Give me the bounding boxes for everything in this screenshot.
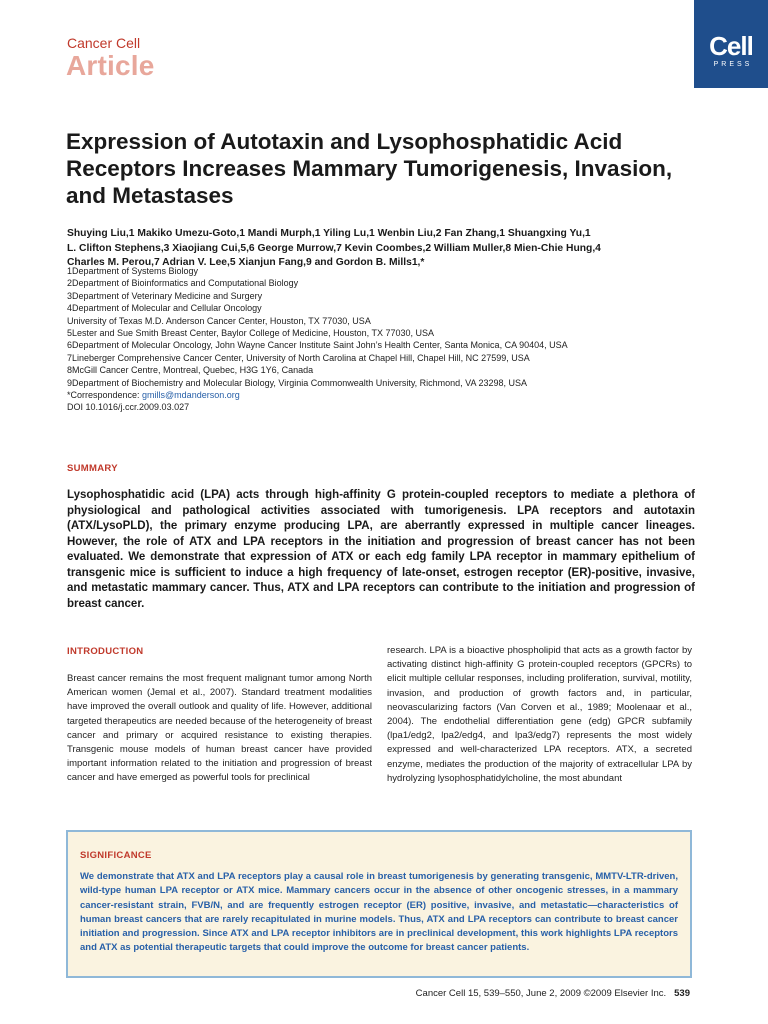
significance-text: We demonstrate that ATX and LPA receptors play a causal role in breast tumorigenesis by generating transgenic, MMTV-LTR-driven, wild-type human LPA receptor or ATX mice. Mammary cancers occur in the absence of other oncogenic stresses, in a mammary cancer-resistant strain, FVB/N, and are frequently estrogen receptor (ER) positive, invasive, and metastatic—characteristics of human breast cancers that are rarely recapitulated in murine models. Thus, ATX and LPA receptors can contribute to breast cancer initiation and progression. Since ATX and LPA receptor inhibitors are in preclinical development, this work highlights LPA receptors and ATX as potential therapeutic targets that could improve the outcome for breast cancer patients. (80, 871, 678, 954)
affiliation: University of Texas M.D. Anderson Cancer Center, Houston, TX 77030, USA (67, 315, 371, 326)
cell-press-logo (694, 0, 768, 88)
affiliation: 8McGill Cancer Centre, Montreal, Quebec, H3G 1Y6, Canada (67, 365, 314, 376)
affiliation: 5Lester and Sue Smith Breast Center, Baylor College of Medicine, Houston, TX 77030, USA (67, 328, 435, 339)
article-type: Article (66, 50, 155, 81)
significance-heading: SIGNIFICANCE (80, 850, 152, 861)
logo-press: PRESS (713, 61, 753, 68)
footer-citation: Cancer Cell 15, 539–550, June 2, 2009 ©2009 Elsevier Inc. (415, 988, 667, 999)
correspondence (67, 389, 717, 401)
introduction-left-column: Breast cancer remains the most frequent malignant tumor among North American women (Jemal et al., 2007). Standard treatment modalities have improved the overall outlook and quality of life. However, additional targeted therapeutics are needed because of the heterogeneity of breast cancer and primary or acquired resistance to existing therapies. Transgenic mouse models of human breast cancer have provided important information related to the initiation and progression of breast cancer and have emerged as powerful tools for preclinical (67, 673, 372, 784)
journal-name: Cancer Cell (67, 35, 141, 51)
affiliation: 7Lineberger Comprehensive Cancer Center, University of North Carolina at Chapel Hill, Chapel Hill, NC 27599, USA (67, 352, 530, 363)
page-number: 539 (674, 988, 690, 999)
significance-box (66, 830, 692, 978)
author-line: L. Clifton Stephens,3 Xiaojiang Cui,5,6 George Murrow,7 Kevin Coombes,2 William Muller,8 Mien-Chie Hung,4 (67, 242, 601, 254)
affiliation: 4Department of Molecular and Cellular Oncology (67, 303, 262, 314)
introduction-right-column: research. LPA is a bioactive phospholipid that acts as a growth factor by activating distinct high-affinity G protein-coupled receptors (GPCRs) to elicit multiple cellular responses, including proliferation, survival, motility, invasion, and production of growth factors and, in particular, neovascularizing factors (Van Corven et al., 1989; Moolenaar et al., 2004). The endothelial differentiation gene (edg) GPCR subfamily (lpa1/edg2, lpa2/edg4, and lpa3/edg7) represents the most widely expressed and well-characterized LPA receptors. ATX, a secreted enzyme, mediates the production of the majority of extracellular LPA by hydrolyzing lysophosphatidylcholine, the most abundant (387, 645, 692, 784)
doi: DOI 10.1016/j.ccr.2009.03.027 (67, 402, 190, 413)
affiliation: 2Department of Bioinformatics and Computational Biology (67, 278, 299, 289)
summary-heading: SUMMARY (67, 463, 118, 474)
affiliation: 9Department of Biochemistry and Molecular Biology, Virginia Commonwealth University, Richmond, VA 23298, USA (67, 377, 528, 388)
author-line: Charles M. Perou,7 Adrian V. Lee,5 Xianjun Fang,9 and Gordon B. Mills1,* (67, 257, 425, 268)
page-footer (416, 988, 690, 999)
affiliation: 6Department of Molecular Oncology, John Wayne Cancer Institute Saint John’s Health Center, Santa Monica, CA 90404, USA (67, 340, 568, 351)
correspondence-label: *Correspondence: (67, 390, 143, 401)
introduction-heading: INTRODUCTION (67, 646, 144, 657)
correspondence-email-link[interactable]: gmills@mdanderson.org (142, 390, 240, 401)
affiliations (67, 265, 717, 414)
author-list (67, 227, 707, 271)
logo-word: Cell (709, 31, 753, 61)
author-line: Shuying Liu,1 Makiko Umezu-Goto,1 Mandi Murph,1 Yiling Lu,1 Wenbin Liu,2 Fan Zhang,1 Shuangxing Yu,1 (67, 228, 591, 239)
article-title: Expression of Autotaxin and Lysophosphatidic Acid Receptors Increases Mammary Tumorigenesis, Invasion, and Metastases (66, 129, 673, 208)
summary-text: Lysophosphatidic acid (LPA) acts through high-affinity G protein-coupled receptors to mediate a plethora of physiological and pathological activities associated with tumorigenesis. LPA receptors and autotaxin (ATX/LysoPLD), the primary enzyme producing LPA, are aberrantly expressed in multiple cancer lineages. However, the role of ATX and LPA receptors in the initiation and progression of breast cancer has not been evaluated. We demonstrate that expression of ATX or each edg family LPA receptor in mammary epithelium of transgenic mice is sufficient to induce a high frequency of late-onset, estrogen receptor (ER)-positive, invasive, and metastatic mammary cancer. Thus, ATX and LPA receptors can contribute to the initiation and progression of breast cancer. (67, 489, 695, 610)
affiliation: 3Department of Veterinary Medicine and Surgery (67, 290, 263, 301)
affiliation: 1Department of Systems Biology (67, 266, 199, 276)
